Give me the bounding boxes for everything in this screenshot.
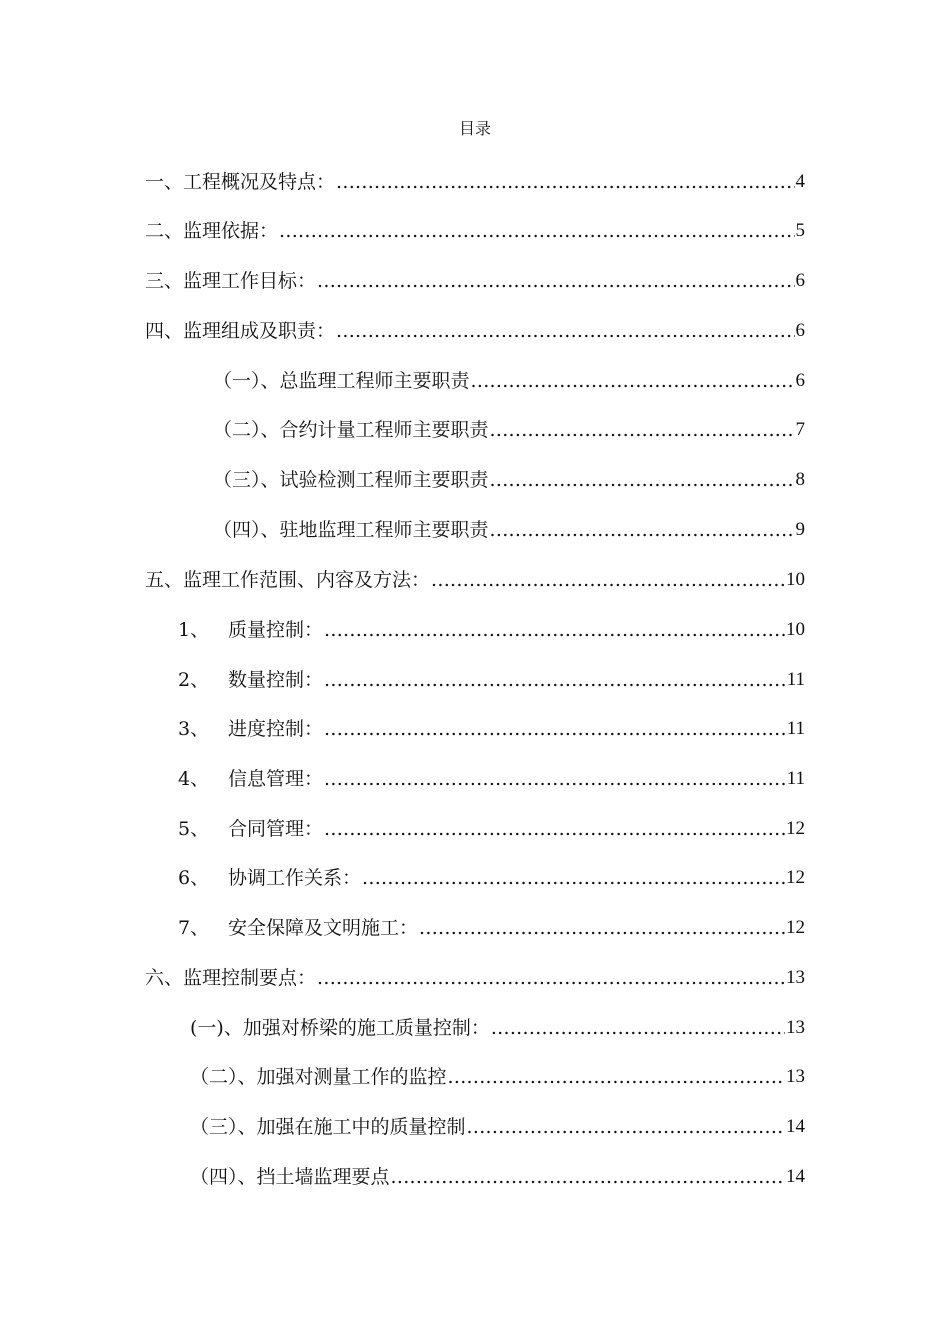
toc-entry-page: 13 <box>786 1017 805 1038</box>
toc-dot-leader <box>336 319 794 343</box>
toc-entry[interactable] <box>145 261 805 293</box>
toc-entry-number: 6、 <box>178 867 210 889</box>
toc-entry-page: 13 <box>786 967 805 988</box>
toc-dot-leader <box>324 817 785 841</box>
toc-dot-leader <box>317 966 785 990</box>
toc-entry-label: (一)、加强对桥梁的施工质量控制： <box>190 1017 490 1039</box>
toc-entry-number: 7、 <box>178 917 210 939</box>
toc-entry-page: 11 <box>786 669 805 690</box>
toc-entry-label: 五、监理工作范围、内容及方法： <box>145 569 431 591</box>
toc-entry[interactable] <box>178 759 805 791</box>
toc-entry[interactable] <box>178 809 805 841</box>
toc-entry-page: 7 <box>795 419 805 440</box>
toc-dot-leader <box>448 1065 785 1089</box>
toc-dot-leader <box>391 1165 785 1189</box>
toc-entry-page: 4 <box>795 171 805 192</box>
toc-entry-label: 二、监理依据： <box>145 220 279 242</box>
toc-entry-label: （二）、合约计量工程师主要职责 <box>213 419 489 441</box>
toc-entry-page: 9 <box>795 519 805 540</box>
toc-dot-leader <box>490 418 795 442</box>
toc-dot-leader <box>431 568 785 592</box>
toc-dot-leader <box>467 1115 785 1139</box>
toc-entry-page: 11 <box>786 718 805 739</box>
toc-entry[interactable] <box>213 510 805 542</box>
toc-entry-label: 进度控制： <box>228 718 324 740</box>
toc-entry-page: 8 <box>795 469 805 490</box>
toc-entry-page: 6 <box>795 320 805 341</box>
toc-dot-leader <box>336 170 794 194</box>
toc-entry[interactable] <box>145 560 805 592</box>
toc-entry-label: 合同管理： <box>228 818 324 840</box>
toc-dot-leader <box>471 369 795 393</box>
toc-entry-page: 14 <box>786 1166 805 1187</box>
toc-dot-leader <box>317 269 794 293</box>
toc-entry-page: 10 <box>786 619 805 640</box>
toc-entry[interactable] <box>190 1107 805 1139</box>
toc-dot-leader <box>491 1016 785 1040</box>
toc-entry-label: （四）、驻地监理工程师主要职责 <box>213 519 489 541</box>
toc-entry[interactable] <box>145 958 805 990</box>
toc-dot-leader <box>490 468 795 492</box>
toc-dot-leader <box>419 916 785 940</box>
toc-entry-label: （三）、加强在施工中的质量控制 <box>190 1116 466 1138</box>
toc-entry-number: 2、 <box>178 669 210 691</box>
toc-entry[interactable] <box>190 1008 805 1040</box>
toc-entry[interactable] <box>178 908 805 940</box>
toc-entry-page: 6 <box>795 370 805 391</box>
toc-entry[interactable] <box>178 709 805 741</box>
toc-dot-leader <box>324 767 786 791</box>
toc-dot-leader <box>490 518 795 542</box>
toc-entry-page: 10 <box>786 569 805 590</box>
toc-entry-label: 安全保障及文明施工： <box>228 917 419 939</box>
toc-entry-number: 5、 <box>178 818 210 840</box>
toc-entry-label: （四）、挡土墙监理要点 <box>190 1166 390 1188</box>
toc-dot-leader <box>279 219 794 243</box>
toc-entry[interactable] <box>190 1057 805 1089</box>
toc-entry-label: 三、监理工作目标： <box>145 270 317 292</box>
toc-entry[interactable] <box>178 660 805 692</box>
toc-dot-leader <box>324 618 785 642</box>
toc-dot-leader <box>362 866 785 890</box>
toc-entry-page: 12 <box>786 917 805 938</box>
toc-entry[interactable] <box>213 460 805 492</box>
toc-entry-page: 5 <box>795 220 805 241</box>
toc-entry-page: 11 <box>786 768 805 789</box>
toc-entry-label: 四、监理组成及职责： <box>145 320 336 342</box>
toc-entry-label: 数量控制： <box>228 669 324 691</box>
toc-title: 目录 <box>458 119 491 138</box>
toc-entry-page: 6 <box>795 270 805 291</box>
toc-entry-label: 信息管理： <box>228 768 324 790</box>
toc-entry[interactable] <box>190 1157 805 1189</box>
toc-entry-number: 3、 <box>178 718 210 740</box>
toc-entry[interactable] <box>145 162 805 194</box>
toc-entry-page: 13 <box>786 1066 805 1087</box>
toc-entry-label: 六、监理控制要点： <box>145 967 317 989</box>
toc-entry-page: 14 <box>786 1116 805 1137</box>
toc-entry[interactable] <box>213 410 805 442</box>
toc-entry[interactable] <box>213 361 805 393</box>
toc-entry-label: 一、工程概况及特点： <box>145 171 336 193</box>
toc-entry-page: 12 <box>786 867 805 888</box>
toc-entry-label: 协调工作关系： <box>228 867 362 889</box>
toc-entry[interactable] <box>145 211 805 243</box>
toc-dot-leader <box>324 668 786 692</box>
toc-entry-label: （二）、加强对测量工作的监控 <box>190 1066 447 1088</box>
toc-entry-label: （一）、总监理工程师主要职责 <box>213 370 470 392</box>
toc-entry-number: 1、 <box>178 619 210 641</box>
toc-dot-leader <box>324 717 786 741</box>
toc-entry-number: 4、 <box>178 768 210 790</box>
toc-entry-page: 12 <box>786 818 805 839</box>
toc-entry[interactable] <box>145 311 805 343</box>
toc-entry-label: 质量控制： <box>228 619 324 641</box>
toc-entry[interactable] <box>178 610 805 642</box>
toc-entry-label: （三）、试验检测工程师主要职责 <box>213 469 489 491</box>
toc-entry[interactable] <box>178 858 805 890</box>
